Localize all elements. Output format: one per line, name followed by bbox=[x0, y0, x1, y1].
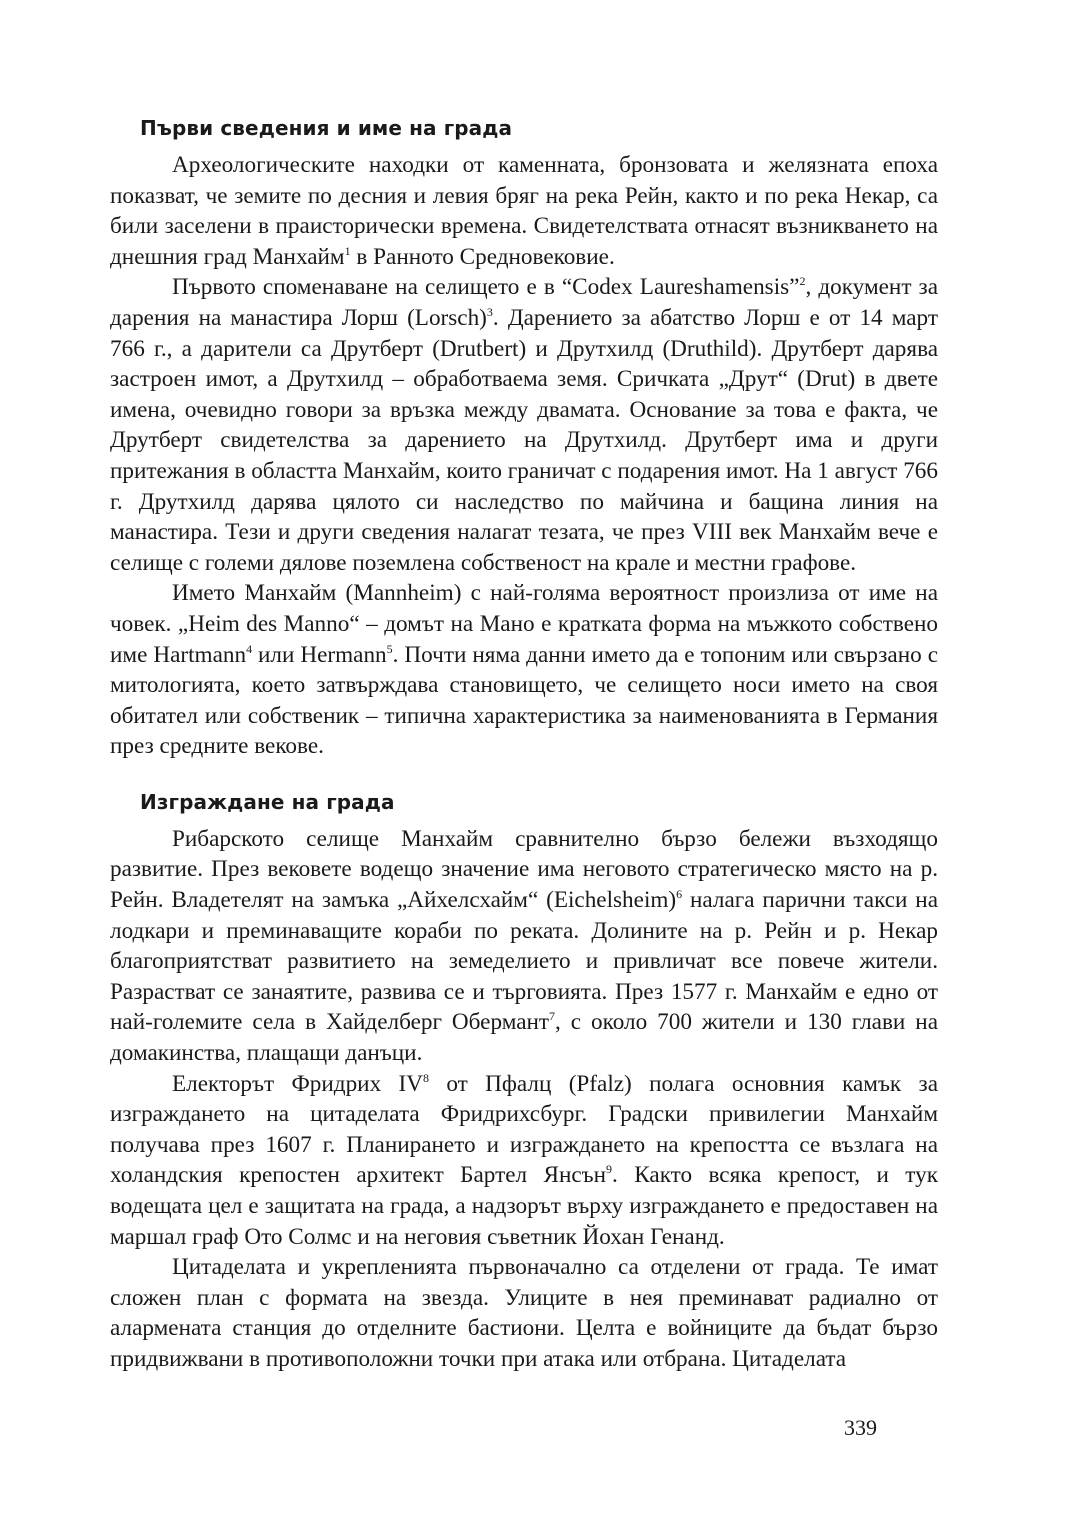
footnote-marker: 6 bbox=[676, 887, 683, 902]
text-run: . Както всяка крепост, и тук водещата цел е защитата на града, а надзорът върху изграждането е предоставен на маршал граф Ото Солмс и на неговия съветник Йохан Генанд. bbox=[110, 1162, 938, 1250]
footnote-marker: 3 bbox=[486, 304, 493, 319]
text-run: в Ранното Средновековие. bbox=[350, 243, 615, 270]
paragraph bbox=[110, 578, 938, 762]
footnote-marker: 2 bbox=[799, 274, 806, 289]
text-run: налага парични такси на лодкари и преминаващите кораби по реката. Долините на р. Рейн и р. Некар благоприятстват развитието на земеделието и привличат все повече жители. Разрастват се занаятите, развива се и търговията. През 1577 г. Манхайм е едно от най-големите села в Хайделберг Обермант bbox=[110, 887, 938, 1036]
text-run: Първото споменаване на селището е в “Codex Laureshamensis” bbox=[172, 274, 800, 301]
text-run: или Hermann bbox=[252, 641, 387, 668]
footnote-marker: 8 bbox=[423, 1070, 429, 1085]
text-run: Електорът Фридрих IV bbox=[172, 1070, 423, 1097]
paragraph bbox=[110, 1252, 938, 1374]
footnote-marker: 9 bbox=[606, 1162, 613, 1177]
paragraph bbox=[110, 1069, 938, 1253]
text-run: , с около 700 жители и 130 глави на домакинства, плащащи данъци. bbox=[110, 1009, 938, 1067]
footnote-marker: 7 bbox=[549, 1009, 556, 1024]
text-run: Археологическите находки от каменната, бронзовата и желязната епоха показват, че земите по десния и левия бряг на река Рейн, както и по река Некар, са били заселени в праисторически времена. Свидетелствата отнасят възникването на днешния град Манхайм bbox=[110, 152, 938, 270]
footnote-marker: 1 bbox=[344, 243, 351, 258]
footnote-marker: 5 bbox=[386, 641, 393, 656]
text-run: Името Манхайм (Mannheim) с най-голяма вероятност произлиза от име на човек. „Heim des Manno“ – домът на Мано е кратката форма на мъжкото собствено име Hartmann bbox=[110, 580, 938, 668]
section-heading-first-info: Първи сведения и име на града bbox=[140, 116, 513, 140]
text-run: . Дарението за абатство Лорш е от 14 март 766 г., а дарители са Друтберт (Drutbert) и Друтхилд (Druthild). Друтберт дарява застроен имот, а Друтхилд – обработваема земя. Сричката „Друт“ (Drut) в двете имена, очевидно говори за връзка между двамата. Основание за това е факта, че Друтберт свидетелства за дарението на Друтхилд. Друтберт има и други притежания в областта Манхайм, които граничат с подарения имот. На 1 август 766 г. Друтхилд дарява цялото си наследство по майчина и бащина линия на манастира. Тези и други сведения налагат тезата, че през VIII век Манхайм вече е селище с големи дялове поземлена собственост на крале и местни графове. bbox=[110, 304, 938, 576]
paragraph bbox=[110, 150, 938, 272]
text-run: Цитаделата и укрепленията първоначално са отделени от града. Те имат сложен план с формата на звезда. Улиците в нея преминават радиално от алармената станция до отделните бастиони. Целта е войниците да бъдат бързо придвижвани в противоположни точки при атака или отбрана. Цитаделата bbox=[110, 1254, 938, 1372]
text-run: . Почти няма данни името да е топоним или свързано с митологията, което затвърждава становището, че селището носи името на своя обитател или собственик – типична характеристика за наименованията в Германия през средните векове. bbox=[110, 641, 938, 760]
page-body bbox=[110, 112, 938, 1375]
text-run: Рибарското селище Манхайм сравнително бързо бележи възходящо развитие. През вековете водещо значение има неговото стратегическо място на р. Рейн. Владетелят на замъка „Айхелсхайм“ (Eichelsheim) bbox=[110, 825, 938, 914]
paragraph bbox=[110, 272, 938, 578]
text-run: от Пфалц (Pfalz) полага основния камък за изграждането на цитаделата Фридрихсбург. Градски привилегии Манхайм получава през 1607 г. Планирането и изграждането на крепостта се възлага на холандския крепостен архитект Бартел Янсън bbox=[110, 1070, 938, 1189]
text-run: , документ за дарения на манастира Лорш (Lorsch) bbox=[110, 274, 938, 331]
section-heading-city-building: Изграждане на града bbox=[140, 789, 395, 814]
page-number: 339 bbox=[844, 1415, 877, 1440]
footnote-marker: 4 bbox=[246, 641, 253, 656]
paragraph bbox=[110, 824, 938, 1069]
